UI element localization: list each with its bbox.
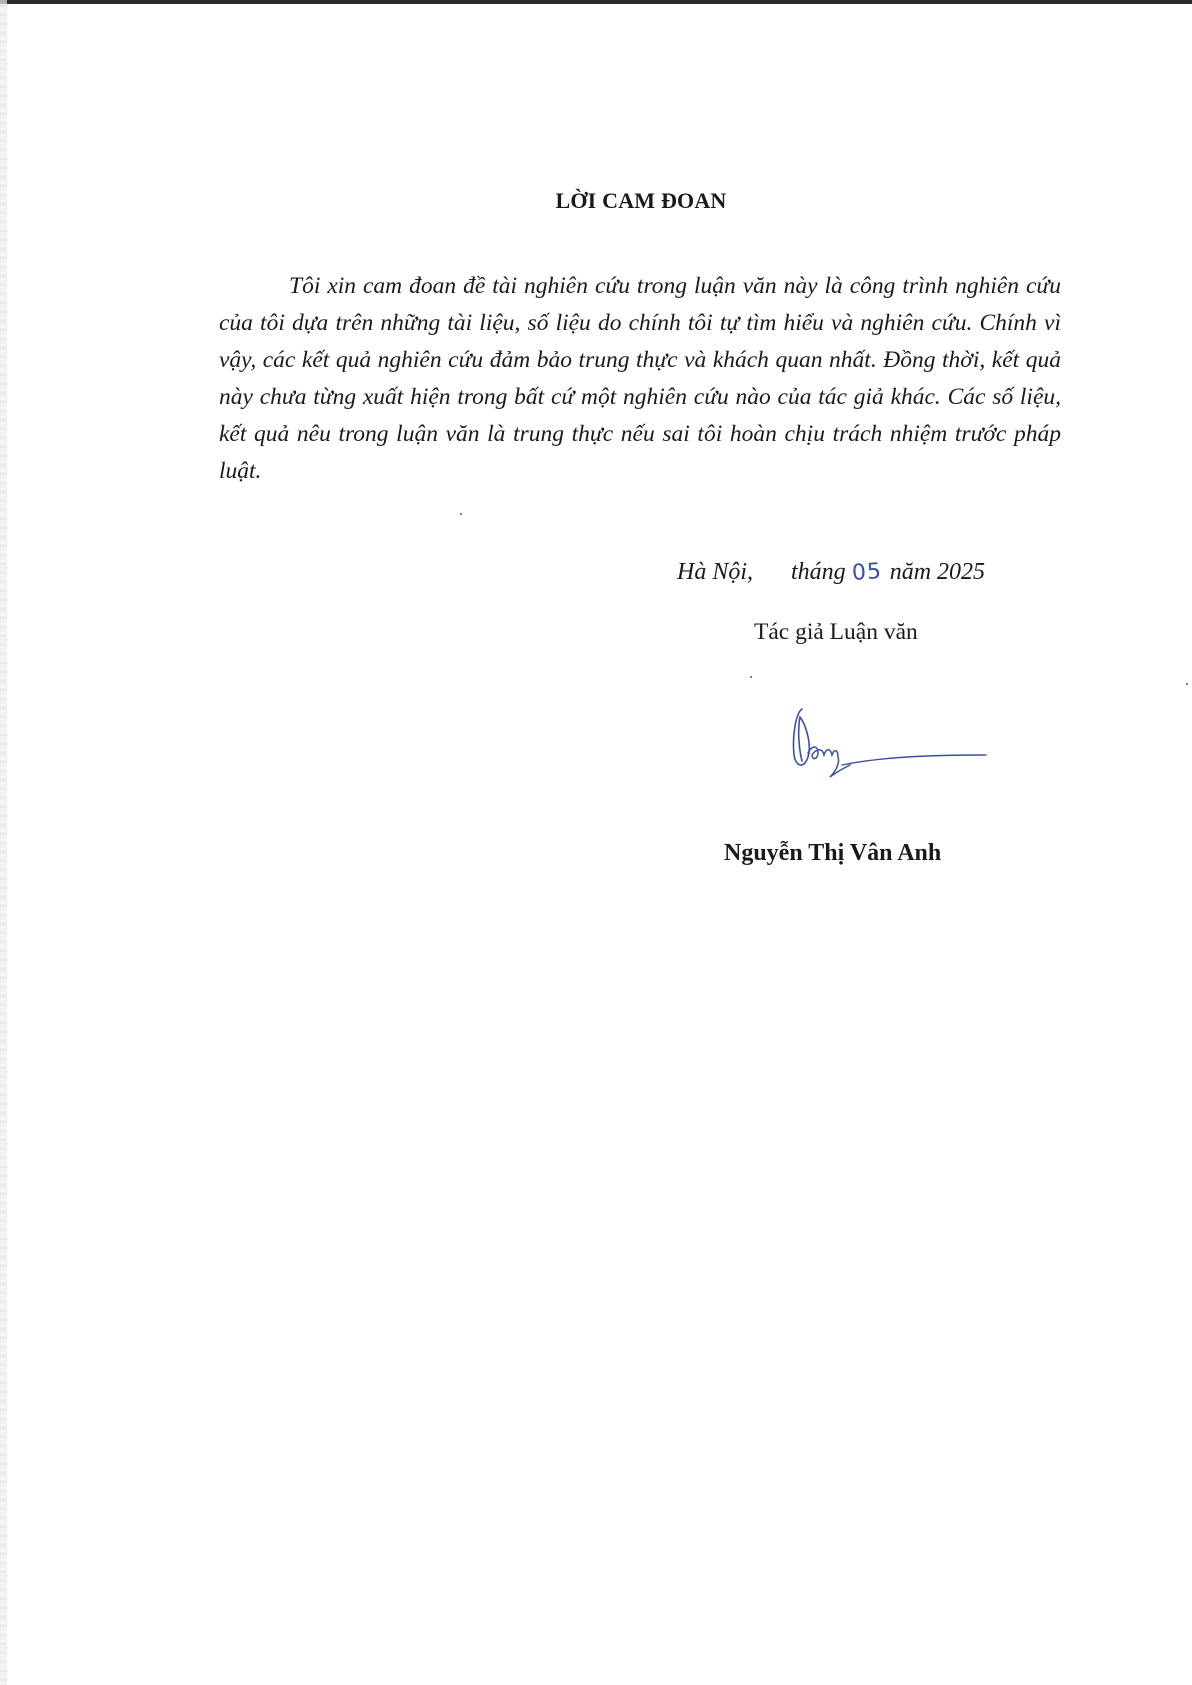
dateline <box>677 559 985 586</box>
scan-speck <box>460 513 462 515</box>
author-name: Nguyễn Thị Vân Anh <box>724 840 942 866</box>
dateline-place: Hà Nội, <box>677 559 754 585</box>
scan-speck <box>1186 683 1188 685</box>
scan-top-edge <box>0 0 1192 4</box>
handwritten-signature <box>790 705 990 780</box>
declaration-paragraph: Tôi xin cam đoan đề tài nghiên cứu trong luận văn này là công trình nghiên cứu của tôi dựa trên những tài liệu, số liệu do chính tôi tự tìm hiểu và nghiên cứu. Chính vì vậy, các kết quả nghiên cứu đảm bảo trung thực và khách quan nhất. Đồng thời, kết quả này chưa từng xuất hiện trong bất cứ một nghiên cứu nào của tác giả khác. Các số liệu, kết quả nêu trong luận văn là trung thực nếu sai tôi hoàn chịu trách nhiệm trước pháp luật. <box>219 273 1061 484</box>
dateline-month-label: tháng <box>791 559 846 585</box>
author-role: Tác giả Luận văn <box>754 619 918 645</box>
scan-left-edge <box>0 0 7 1685</box>
scan-speck <box>750 676 752 678</box>
dateline-year: năm 2025 <box>889 559 986 585</box>
handwritten-month: 05 <box>850 558 883 587</box>
page-title: LỜI CAM ĐOAN <box>555 188 727 213</box>
